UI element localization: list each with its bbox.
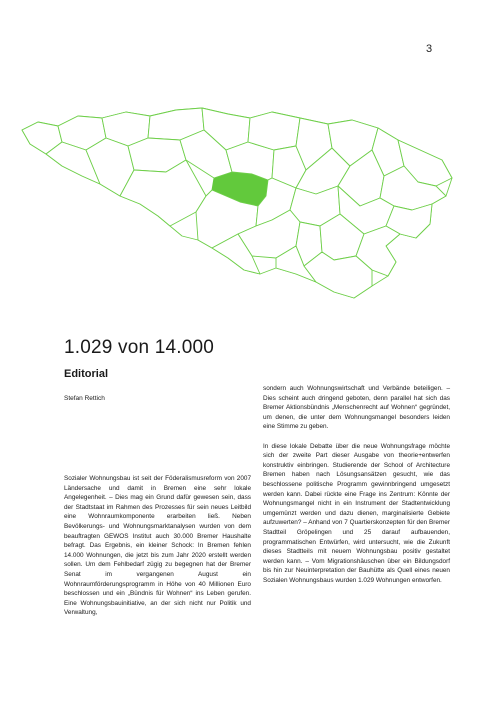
body-paragraph: Sozialer Wohnungsbau ist seit der Föderalismusreform von 2007 Ländersache und damit in Bremen eine sehr lokale Angelegenheit. – Dies mag ein Grund dafür gewesen sein, dass der Stadtstaat im Rahmen des Prozesses für sein neues Leitbild eine Wohnraumkomponente erarbeiten ließ. Neben Bevölkerungs- und Wohnungsmarktanalysen wurden von dem beauftragten GEWOS Institut auch 30.000 Bremer Haushalte befragt. Das Ergebnis, ein kleiner Schock: In Bremen fehlen 14.000 Wohnungen, die jetzt bis zum Jahr 2020 erstellt werden sollen. Um dem Fehlbedarf zügig zu begegnen hat der Bremer Senat im vergangenen August ein Wohnraumförderungsprogramm in Höhe von 40 Millionen Euro beschlossen und ein „Bündnis für Wohnen“ ins Leben gerufen. Eine Wohnungsbauinitiative, an der sich nicht nur Politik und Verwaltung, [64, 475, 251, 617]
author-name: Stefan Rettich [64, 395, 105, 402]
article-title: 1.029 von 14.000 [64, 337, 215, 358]
section-label: Editorial [64, 368, 109, 380]
bremen-district-map-graphic [0, 0, 480, 320]
map-district-12 [248, 112, 300, 150]
page-number: 3 [426, 43, 433, 55]
district-map [0, 0, 480, 320]
body-paragraph: sondern auch Wohnungswirtschaft und Verbände beteiligen. – Dies scheint auch dringend geboten, denn parallel hat sich das Bremer Aktionsbündnis „Menschenrecht auf Wohnen“ gegründet, um denen, die unter dem Wohnungsmangel besonders leiden eine Stimme zu geben. [263, 385, 450, 431]
body-column-right [263, 384, 450, 585]
body-column-left [64, 474, 251, 618]
body-paragraph: In diese lokale Debatte über die neue Wohnungsfrage möchte sich der zweite Part dieser Ausgabe von theorie+entwerfen konstruktiv einbringen. Studierende der School of Architecture Bremen haben nach Lösungsansätzen gesucht, wie das beschlossene politische Programm gewinnbringend umgesetzt werden kann. Dabei rückte eine Frage ins Zentrum: Könnte der Wohnungsmangel nicht in ein Instrument der Stadtentwicklung umgemünzt werden und dazu dienen, marginalisierte Gebiete aufzuwerten? – Anhand von 7 Quartierskonzepten für den Bremer Stadtteil Gröpelingen und 25 darauf aufbauenden, programmatischen Entwürfen, wird untersucht, wie die Zukunft dieses Stadtteils mit neuem Wohnungsbau positiv gestaltet werden kann. – Vom Migrationshäuschen über ein Bildungsdorf bis hin zur Neuinterpretation der Bauhütte als Quell eines neuen Sozialen Wohnungsbaus wurden 1.029 Wohnungen entworfen. [263, 442, 450, 584]
